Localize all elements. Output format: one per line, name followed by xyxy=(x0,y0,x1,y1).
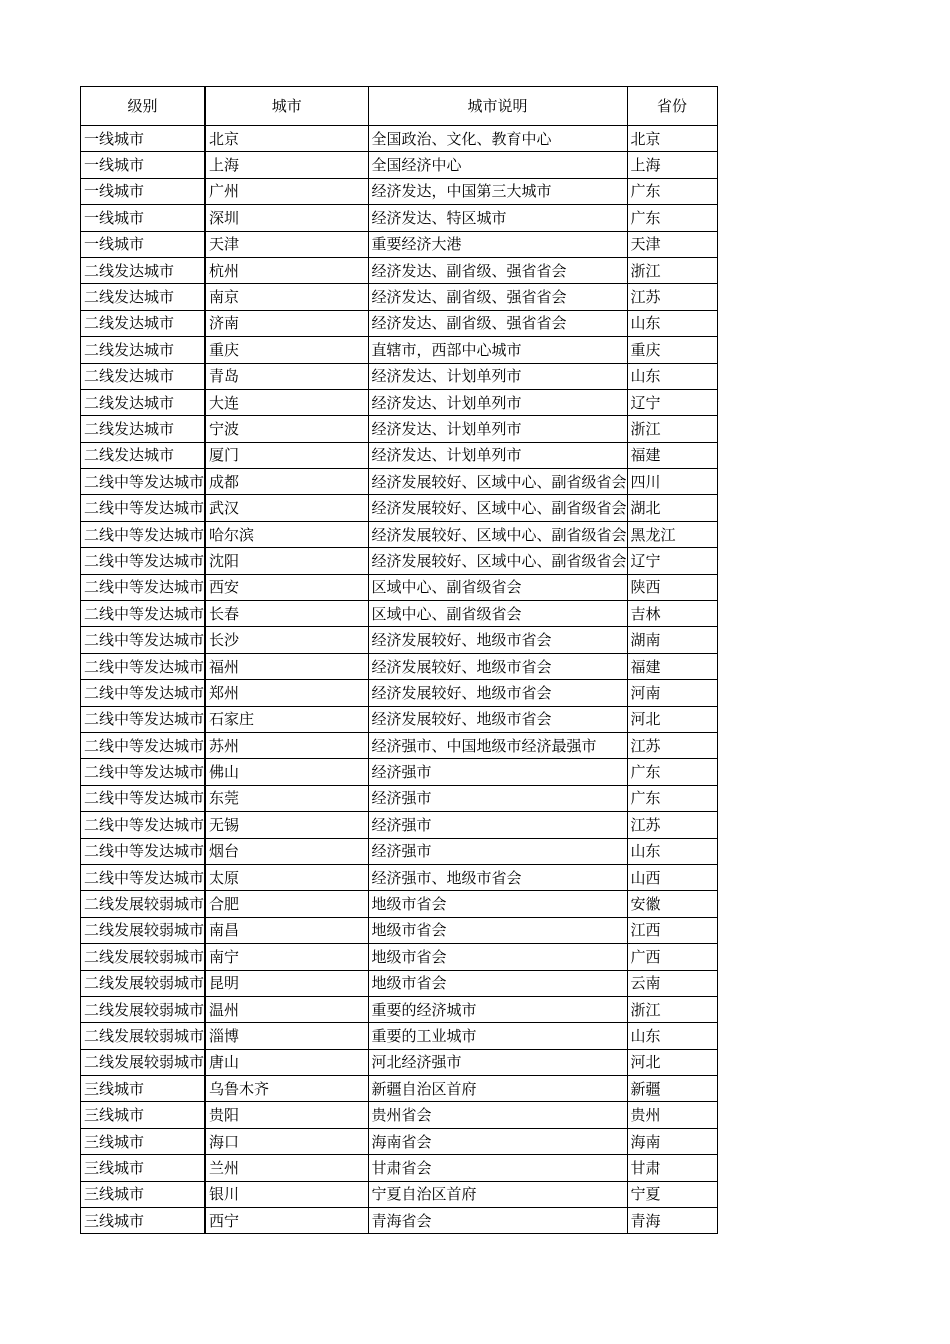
city-cell: 太原 xyxy=(205,864,368,890)
city-cell: 乌鲁木齐 xyxy=(205,1076,368,1102)
table-row xyxy=(81,759,718,785)
table-row xyxy=(81,284,718,310)
province-cell: 陕西 xyxy=(627,574,717,600)
table-row xyxy=(81,126,718,152)
province-cell: 江苏 xyxy=(627,732,717,758)
table-row xyxy=(81,1076,718,1102)
level-cell: 二线中等发达城市 xyxy=(81,469,206,495)
table-row xyxy=(81,574,718,600)
description-cell: 经济发达、副省级、强省省会 xyxy=(368,284,627,310)
table-row xyxy=(81,1102,718,1128)
city-cell: 西宁 xyxy=(205,1208,368,1234)
description-cell: 经济发展较好、地级市省会 xyxy=(368,627,627,653)
table-row xyxy=(81,178,718,204)
level-cell: 二线发展较弱城市 xyxy=(81,996,206,1022)
province-cell: 广东 xyxy=(627,205,717,231)
level-cell: 三线城市 xyxy=(81,1208,206,1234)
description-cell: 经济发达、计划单列市 xyxy=(368,389,627,415)
level-cell: 二线发展较弱城市 xyxy=(81,970,206,996)
city-cell: 武汉 xyxy=(205,495,368,521)
description-cell: 经济发展较好、地级市省会 xyxy=(368,680,627,706)
province-cell: 吉林 xyxy=(627,601,717,627)
table-row xyxy=(81,838,718,864)
city-cell: 石家庄 xyxy=(205,706,368,732)
level-cell: 一线城市 xyxy=(81,205,206,231)
table-row xyxy=(81,548,718,574)
description-cell: 经济发达、特区城市 xyxy=(368,205,627,231)
city-cell: 苏州 xyxy=(205,732,368,758)
level-cell: 二线中等发达城市 xyxy=(81,680,206,706)
city-cell: 天津 xyxy=(205,231,368,257)
description-cell: 经济发达、计划单列市 xyxy=(368,416,627,442)
table-row xyxy=(81,891,718,917)
description-cell: 经济发展较好、区域中心、副省级省会 xyxy=(368,548,627,574)
table-row xyxy=(81,1181,718,1207)
table-row xyxy=(81,864,718,890)
table-row xyxy=(81,970,718,996)
level-cell: 二线中等发达城市 xyxy=(81,548,206,574)
level-cell: 二线中等发达城市 xyxy=(81,601,206,627)
province-cell: 海南 xyxy=(627,1128,717,1154)
table-row xyxy=(81,732,718,758)
table-row xyxy=(81,469,718,495)
level-cell: 二线发达城市 xyxy=(81,310,206,336)
province-cell: 山东 xyxy=(627,363,717,389)
table-row xyxy=(81,944,718,970)
table-row xyxy=(81,1128,718,1154)
level-cell: 二线中等发达城市 xyxy=(81,521,206,547)
province-cell: 山东 xyxy=(627,838,717,864)
province-cell: 浙江 xyxy=(627,257,717,283)
level-cell: 二线发达城市 xyxy=(81,363,206,389)
table-row xyxy=(81,812,718,838)
city-cell: 北京 xyxy=(205,126,368,152)
province-cell: 河北 xyxy=(627,1049,717,1075)
city-cell: 贵阳 xyxy=(205,1102,368,1128)
description-cell: 河北经济强市 xyxy=(368,1049,627,1075)
province-cell: 广东 xyxy=(627,178,717,204)
description-cell: 经济强市、中国地级市经济最强市 xyxy=(368,732,627,758)
table-row xyxy=(81,495,718,521)
level-cell: 二线中等发达城市 xyxy=(81,732,206,758)
city-tier-sheet xyxy=(80,86,718,1234)
table-row xyxy=(81,680,718,706)
description-cell: 经济强市 xyxy=(368,838,627,864)
city-cell: 温州 xyxy=(205,996,368,1022)
table-row xyxy=(81,257,718,283)
level-cell: 二线中等发达城市 xyxy=(81,864,206,890)
description-cell: 经济发展较好、区域中心、副省级省会 xyxy=(368,521,627,547)
level-cell: 二线发达城市 xyxy=(81,389,206,415)
description-cell: 经济发达，中国第三大城市 xyxy=(368,178,627,204)
description-cell: 贵州省会 xyxy=(368,1102,627,1128)
description-cell: 直辖市，西部中心城市 xyxy=(368,337,627,363)
province-cell: 福建 xyxy=(627,442,717,468)
description-cell: 经济发展较好、地级市省会 xyxy=(368,653,627,679)
table-body xyxy=(81,126,718,1234)
header-level: 级别 xyxy=(81,87,206,126)
description-cell: 地级市省会 xyxy=(368,970,627,996)
province-cell: 广东 xyxy=(627,785,717,811)
level-cell: 二线中等发达城市 xyxy=(81,812,206,838)
description-cell: 地级市省会 xyxy=(368,917,627,943)
city-cell: 合肥 xyxy=(205,891,368,917)
description-cell: 经济发达、副省级、强省省会 xyxy=(368,257,627,283)
province-cell: 河北 xyxy=(627,706,717,732)
city-cell: 南宁 xyxy=(205,944,368,970)
level-cell: 二线发展较弱城市 xyxy=(81,1049,206,1075)
city-cell: 长沙 xyxy=(205,627,368,653)
description-cell: 重要的经济城市 xyxy=(368,996,627,1022)
description-cell: 经济强市 xyxy=(368,785,627,811)
province-cell: 河南 xyxy=(627,680,717,706)
level-cell: 二线中等发达城市 xyxy=(81,653,206,679)
description-cell: 新疆自治区首府 xyxy=(368,1076,627,1102)
province-cell: 黑龙江 xyxy=(627,521,717,547)
city-cell: 佛山 xyxy=(205,759,368,785)
header-province: 省份 xyxy=(627,87,717,126)
description-cell: 经济强市、地级市省会 xyxy=(368,864,627,890)
level-cell: 三线城市 xyxy=(81,1181,206,1207)
city-cell: 上海 xyxy=(205,152,368,178)
level-cell: 二线发达城市 xyxy=(81,337,206,363)
province-cell: 云南 xyxy=(627,970,717,996)
province-cell: 甘肃 xyxy=(627,1155,717,1181)
city-cell: 淄博 xyxy=(205,1023,368,1049)
description-cell: 重要经济大港 xyxy=(368,231,627,257)
province-cell: 广西 xyxy=(627,944,717,970)
province-cell: 江苏 xyxy=(627,812,717,838)
city-cell: 昆明 xyxy=(205,970,368,996)
province-cell: 新疆 xyxy=(627,1076,717,1102)
level-cell: 一线城市 xyxy=(81,178,206,204)
table-row xyxy=(81,231,718,257)
city-cell: 南昌 xyxy=(205,917,368,943)
province-cell: 广东 xyxy=(627,759,717,785)
province-cell: 重庆 xyxy=(627,337,717,363)
level-cell: 一线城市 xyxy=(81,231,206,257)
province-cell: 山西 xyxy=(627,864,717,890)
table-row xyxy=(81,917,718,943)
level-cell: 二线发展较弱城市 xyxy=(81,891,206,917)
table-header xyxy=(81,87,718,126)
level-cell: 二线发展较弱城市 xyxy=(81,917,206,943)
description-cell: 青海省会 xyxy=(368,1208,627,1234)
description-cell: 宁夏自治区首府 xyxy=(368,1181,627,1207)
description-cell: 区域中心、副省级省会 xyxy=(368,601,627,627)
table-row xyxy=(81,1049,718,1075)
level-cell: 二线发达城市 xyxy=(81,416,206,442)
table-row xyxy=(81,363,718,389)
level-cell: 一线城市 xyxy=(81,152,206,178)
province-cell: 青海 xyxy=(627,1208,717,1234)
city-cell: 海口 xyxy=(205,1128,368,1154)
province-cell: 辽宁 xyxy=(627,548,717,574)
city-cell: 南京 xyxy=(205,284,368,310)
table-row xyxy=(81,442,718,468)
table-row xyxy=(81,785,718,811)
city-cell: 宁波 xyxy=(205,416,368,442)
city-cell: 杭州 xyxy=(205,257,368,283)
description-cell: 海南省会 xyxy=(368,1128,627,1154)
description-cell: 全国经济中心 xyxy=(368,152,627,178)
level-cell: 二线发展较弱城市 xyxy=(81,944,206,970)
province-cell: 浙江 xyxy=(627,996,717,1022)
level-cell: 二线中等发达城市 xyxy=(81,759,206,785)
description-cell: 经济发展较好、区域中心、副省级省会 xyxy=(368,495,627,521)
description-cell: 全国政治、文化、教育中心 xyxy=(368,126,627,152)
level-cell: 二线中等发达城市 xyxy=(81,706,206,732)
level-cell: 二线发达城市 xyxy=(81,284,206,310)
city-cell: 兰州 xyxy=(205,1155,368,1181)
city-cell: 沈阳 xyxy=(205,548,368,574)
level-cell: 三线城市 xyxy=(81,1076,206,1102)
level-cell: 二线中等发达城市 xyxy=(81,838,206,864)
city-cell: 青岛 xyxy=(205,363,368,389)
province-cell: 湖北 xyxy=(627,495,717,521)
city-cell: 福州 xyxy=(205,653,368,679)
description-cell: 经济强市 xyxy=(368,812,627,838)
province-cell: 安徽 xyxy=(627,891,717,917)
header-description: 城市说明 xyxy=(368,87,627,126)
table-row xyxy=(81,996,718,1022)
province-cell: 湖南 xyxy=(627,627,717,653)
province-cell: 山东 xyxy=(627,1023,717,1049)
table-row xyxy=(81,205,718,231)
level-cell: 二线发达城市 xyxy=(81,257,206,283)
table-row xyxy=(81,1208,718,1234)
city-cell: 长春 xyxy=(205,601,368,627)
table-row xyxy=(81,416,718,442)
province-cell: 天津 xyxy=(627,231,717,257)
province-cell: 辽宁 xyxy=(627,389,717,415)
table-row xyxy=(81,1155,718,1181)
description-cell: 经济发达、副省级、强省省会 xyxy=(368,310,627,336)
city-cell: 广州 xyxy=(205,178,368,204)
city-tier-table xyxy=(80,86,718,1234)
table-row xyxy=(81,152,718,178)
table-row xyxy=(81,601,718,627)
table-row xyxy=(81,706,718,732)
province-cell: 浙江 xyxy=(627,416,717,442)
province-cell: 上海 xyxy=(627,152,717,178)
city-cell: 大连 xyxy=(205,389,368,415)
table-row xyxy=(81,389,718,415)
level-cell: 二线中等发达城市 xyxy=(81,495,206,521)
description-cell: 经济发展较好、地级市省会 xyxy=(368,706,627,732)
level-cell: 一线城市 xyxy=(81,126,206,152)
province-cell: 四川 xyxy=(627,469,717,495)
province-cell: 江苏 xyxy=(627,284,717,310)
description-cell: 重要的工业城市 xyxy=(368,1023,627,1049)
level-cell: 三线城市 xyxy=(81,1102,206,1128)
city-cell: 郑州 xyxy=(205,680,368,706)
description-cell: 经济发展较好、区域中心、副省级省会 xyxy=(368,469,627,495)
province-cell: 江西 xyxy=(627,917,717,943)
header-row xyxy=(81,87,718,126)
level-cell: 三线城市 xyxy=(81,1155,206,1181)
description-cell: 区域中心、副省级省会 xyxy=(368,574,627,600)
city-cell: 哈尔滨 xyxy=(205,521,368,547)
description-cell: 甘肃省会 xyxy=(368,1155,627,1181)
province-cell: 北京 xyxy=(627,126,717,152)
table-row xyxy=(81,1023,718,1049)
city-cell: 烟台 xyxy=(205,838,368,864)
level-cell: 三线城市 xyxy=(81,1128,206,1154)
table-row xyxy=(81,337,718,363)
description-cell: 经济发达、计划单列市 xyxy=(368,442,627,468)
province-cell: 福建 xyxy=(627,653,717,679)
city-cell: 银川 xyxy=(205,1181,368,1207)
header-city: 城市 xyxy=(205,87,368,126)
city-cell: 西安 xyxy=(205,574,368,600)
description-cell: 经济强市 xyxy=(368,759,627,785)
table-row xyxy=(81,653,718,679)
city-cell: 东莞 xyxy=(205,785,368,811)
level-cell: 二线中等发达城市 xyxy=(81,627,206,653)
level-cell: 二线中等发达城市 xyxy=(81,785,206,811)
description-cell: 经济发达、计划单列市 xyxy=(368,363,627,389)
city-cell: 重庆 xyxy=(205,337,368,363)
description-cell: 地级市省会 xyxy=(368,891,627,917)
table-row xyxy=(81,310,718,336)
table-row xyxy=(81,521,718,547)
city-cell: 深圳 xyxy=(205,205,368,231)
city-cell: 唐山 xyxy=(205,1049,368,1075)
table-row xyxy=(81,627,718,653)
level-cell: 二线中等发达城市 xyxy=(81,574,206,600)
province-cell: 贵州 xyxy=(627,1102,717,1128)
city-cell: 厦门 xyxy=(205,442,368,468)
province-cell: 宁夏 xyxy=(627,1181,717,1207)
province-cell: 山东 xyxy=(627,310,717,336)
level-cell: 二线发展较弱城市 xyxy=(81,1023,206,1049)
level-cell: 二线发达城市 xyxy=(81,442,206,468)
city-cell: 无锡 xyxy=(205,812,368,838)
city-cell: 成都 xyxy=(205,469,368,495)
description-cell: 地级市省会 xyxy=(368,944,627,970)
city-cell: 济南 xyxy=(205,310,368,336)
